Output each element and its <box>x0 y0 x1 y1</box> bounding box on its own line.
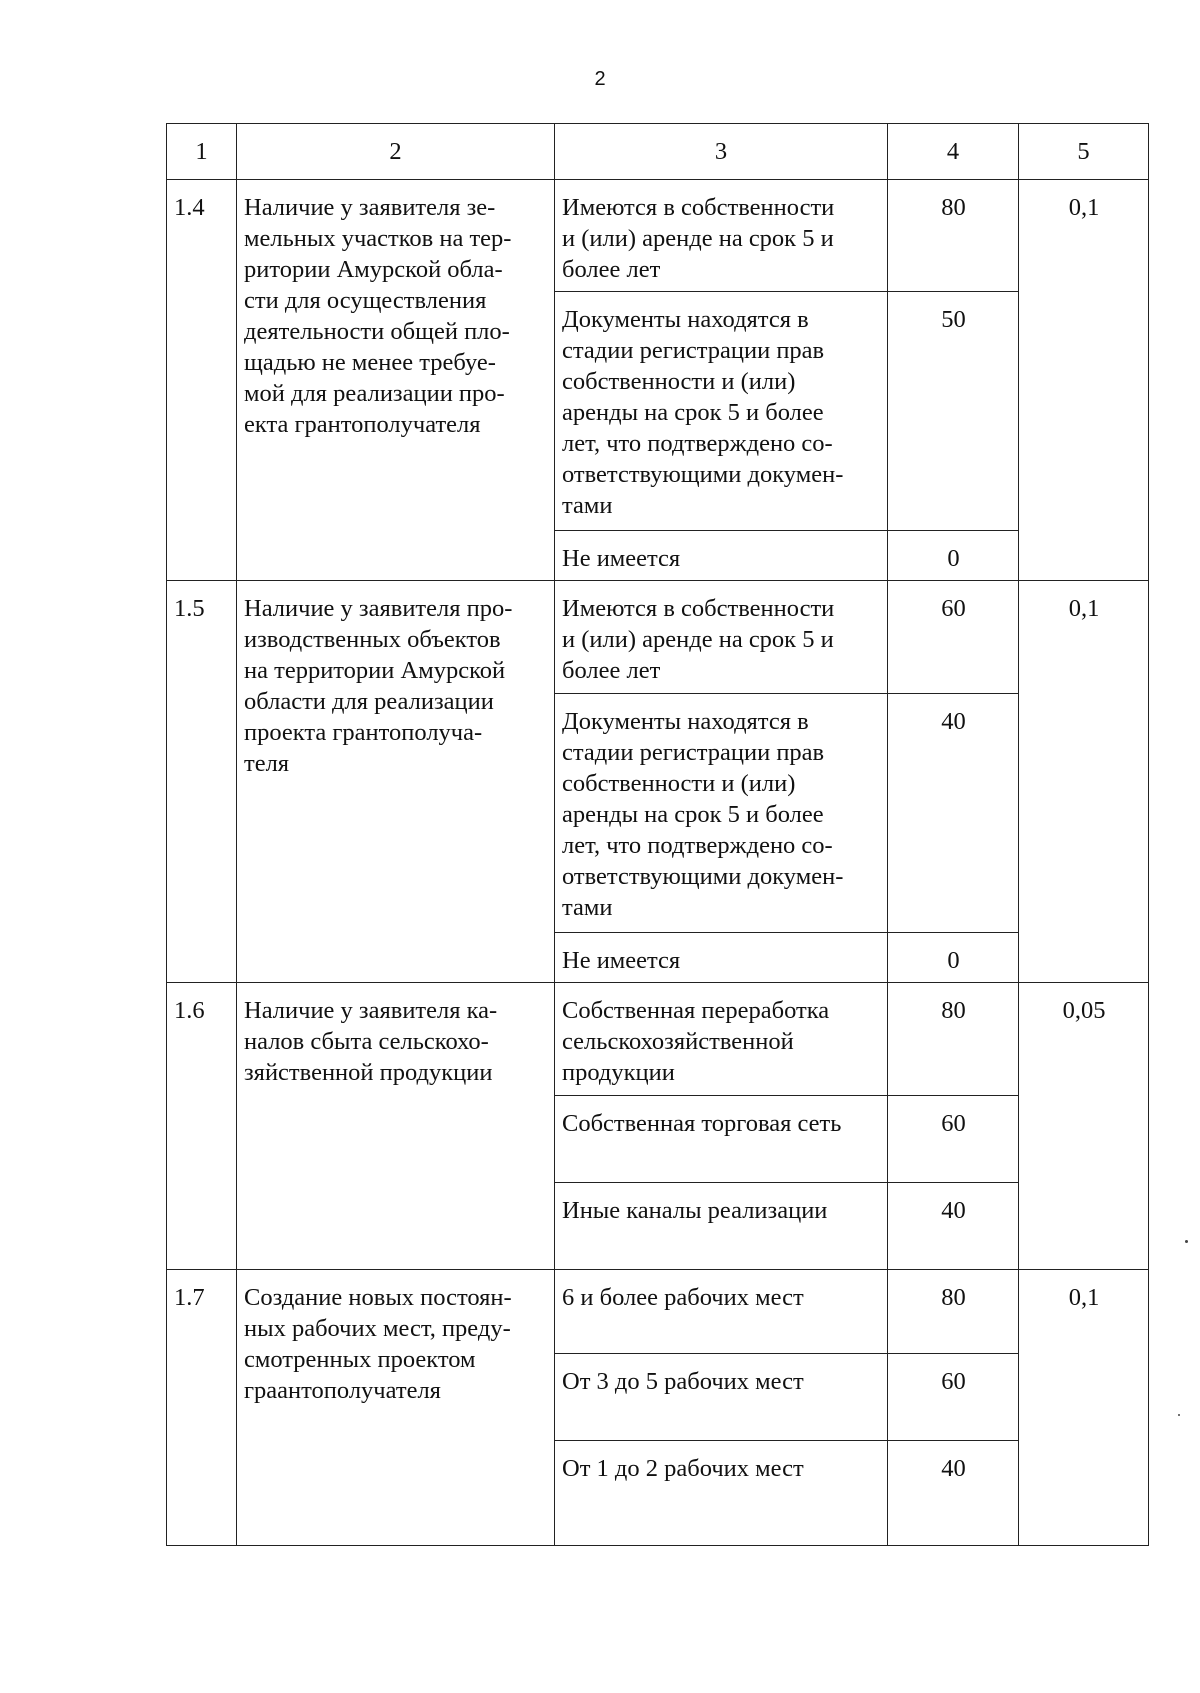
option-points: 40 <box>888 1441 1019 1546</box>
option-points: 60 <box>888 581 1019 694</box>
option-points: 0 <box>888 531 1019 581</box>
option-points: 0 <box>888 933 1019 983</box>
option-value: Не имеется <box>555 531 888 581</box>
option-points: 80 <box>888 180 1019 292</box>
table-row <box>167 983 1149 1096</box>
option-value: Собственная торговая сеть <box>555 1096 888 1183</box>
header-cell-1: 1 <box>167 124 237 180</box>
criterion-weight: 0,1 <box>1019 180 1149 581</box>
criterion-weight: 0,1 <box>1019 581 1149 983</box>
option-points: 40 <box>888 1183 1019 1270</box>
option-value: От 1 до 2 рабочих мест <box>555 1441 888 1546</box>
table-row <box>167 180 1149 292</box>
option-value: Документы находятся в стадии регистрации прав собственности и (или) аренды на срок 5 и более лет, что подтверждено со- ответствующими докумен- тами <box>555 694 888 933</box>
option-points: 80 <box>888 1270 1019 1354</box>
table-row <box>167 581 1149 694</box>
option-points: 40 <box>888 694 1019 933</box>
option-value: Документы находятся в стадии регистрации прав собственности и (или) аренды на срок 5 и более лет, что подтверждено со- ответствующими докумен- тами <box>555 292 888 531</box>
scan-speck <box>1178 1414 1180 1416</box>
option-value: Собственная переработка сельскохозяйственной продукции <box>555 983 888 1096</box>
criterion-number: 1.6 <box>167 983 237 1270</box>
criterion-text: Наличие у заявителя ка- налов сбыта сельскохо- зяйственной продукции <box>237 983 555 1270</box>
header-cell-4: 4 <box>888 124 1019 180</box>
option-value: Имеются в собственности и (или) аренде на срок 5 и более лет <box>555 180 888 292</box>
criterion-number: 1.4 <box>167 180 237 581</box>
option-value: Не имеется <box>555 933 888 983</box>
header-cell-5: 5 <box>1019 124 1149 180</box>
criterion-weight: 0,1 <box>1019 1270 1149 1546</box>
criterion-weight: 0,05 <box>1019 983 1149 1270</box>
option-value: Имеются в собственности и (или) аренде на срок 5 и более лет <box>555 581 888 694</box>
header-cell-3: 3 <box>555 124 888 180</box>
criteria-table <box>166 123 1149 1546</box>
criterion-number: 1.5 <box>167 581 237 983</box>
option-points: 60 <box>888 1096 1019 1183</box>
criterion-text: Наличие у заявителя зе- мельных участков на тер- ритории Амурской обла- сти для осуществления деятельности общей пло- щадью не менее требуе- мой для реализации про- екта грантополучателя <box>237 180 555 581</box>
criterion-number: 1.7 <box>167 1270 237 1546</box>
option-points: 60 <box>888 1354 1019 1441</box>
header-cell-2: 2 <box>237 124 555 180</box>
scan-speck <box>1185 1240 1188 1243</box>
criterion-text: Создание новых постоян- ных рабочих мест, преду- смотренных проектом граантополучателя <box>237 1270 555 1546</box>
page-number: 2 <box>594 68 606 90</box>
criterion-text: Наличие у заявителя про- изводственных объектов на территории Амурской области для реализации проекта грантополуча- теля <box>237 581 555 983</box>
option-value: 6 и более рабочих мест <box>555 1270 888 1354</box>
option-value: От 3 до 5 рабочих мест <box>555 1354 888 1441</box>
option-points: 80 <box>888 983 1019 1096</box>
header-row <box>167 124 1149 180</box>
option-points: 50 <box>888 292 1019 531</box>
option-value: Иные каналы реализации <box>555 1183 888 1270</box>
table-row <box>167 1270 1149 1354</box>
